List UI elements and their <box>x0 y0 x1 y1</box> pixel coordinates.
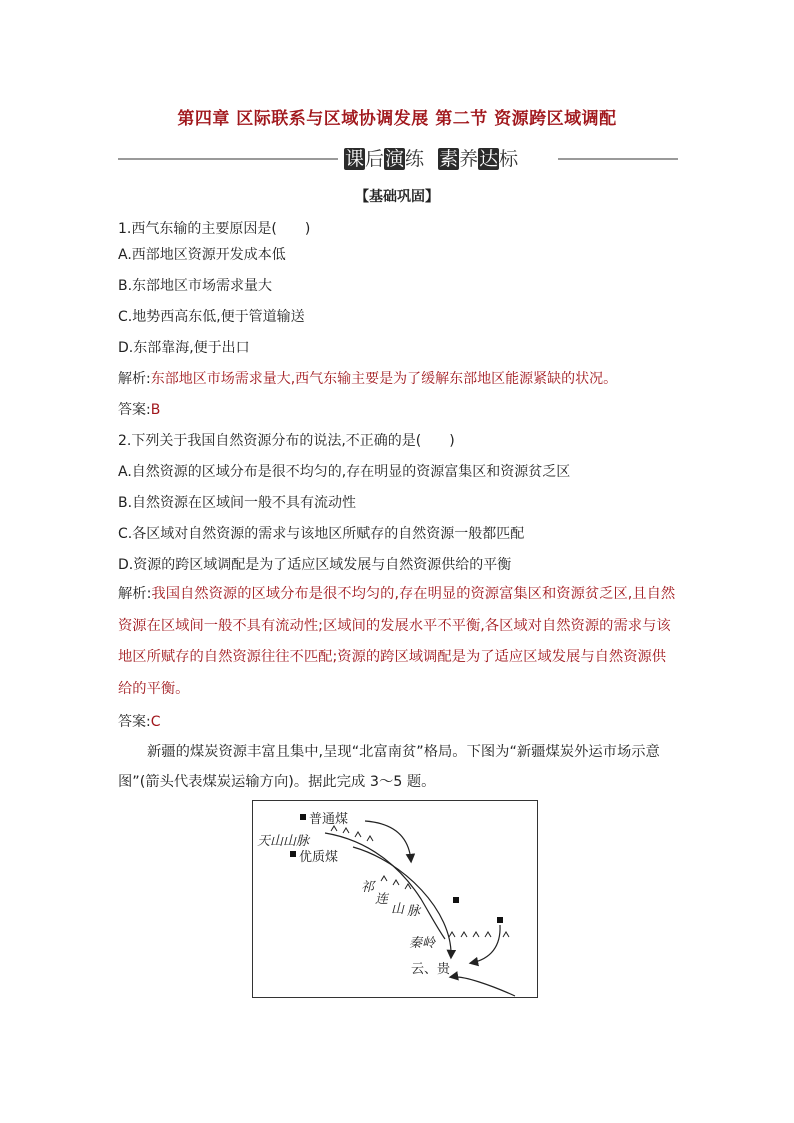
question-2-analysis <box>118 579 678 705</box>
question-2-answer <box>118 711 161 731</box>
question-2-option-b: B.自然资源在区域间一般不具有流动性 <box>118 495 357 511</box>
question-1-option-c: C.地势西高东低,便于管道输送 <box>118 309 305 325</box>
coal-base-ordinary <box>300 814 306 820</box>
question-1-option-a: A.西部地区资源开发成本低 <box>118 247 286 263</box>
banner-char: 标 <box>499 148 519 170</box>
section-banner <box>118 146 678 172</box>
label-qinling: 秦岭 <box>409 936 436 951</box>
answer-value: C <box>150 714 161 730</box>
banner-char: 后 <box>365 148 385 170</box>
banner-char: 演 <box>385 148 405 170</box>
label-qilian-2: 连 <box>375 892 389 907</box>
question-2-option-d: D.资源的跨区域调配是为了适应区域发展与自然资源供给的平衡 <box>118 557 512 573</box>
banner-rule-right <box>558 158 678 160</box>
label-tianshan: 天山山脉 <box>257 834 310 849</box>
label-qilian-4: 脉 <box>407 904 421 919</box>
answer-value: B <box>150 402 161 418</box>
section-heading: 【基础巩固】 <box>355 189 439 205</box>
banner-char: 达 <box>479 148 499 170</box>
label-qilian-1: 祁 <box>361 880 375 895</box>
question-1-analysis <box>118 368 617 388</box>
banner-char: 课 <box>345 148 365 170</box>
analysis-text: 东部地区市场需求量大,西气东输主要是为了缓解东部地区能源紧缺的状况。 <box>150 371 618 387</box>
passage-intro: 新疆的煤炭资源丰富且集中,呈现“北富南贫”格局。下图为“新疆煤炭外运市场示意图”(箭头代表煤炭运输方向)。据此完成 3～5 题。 <box>118 744 660 790</box>
mountain-ridge-line <box>325 833 445 939</box>
banner-words <box>344 146 518 172</box>
answer-label: 答案: <box>118 402 151 418</box>
banner-char: 养 <box>459 148 479 170</box>
transport-arrow-south <box>451 977 515 996</box>
coal-transport-map <box>252 800 538 998</box>
banner-char: 素 <box>439 148 459 170</box>
transport-arrow-north <box>365 821 411 861</box>
analysis-label: 解析: <box>118 371 151 387</box>
label-ordinary-coal: 普通煤 <box>309 812 349 827</box>
label-qilian-3: 山 <box>391 902 405 917</box>
question-1-stem: 1.西气东输的主要原因是( ) <box>118 221 311 237</box>
map-drawing <box>253 801 537 997</box>
analysis-text: 我国自然资源的区域分布是很不均匀的,存在明显的资源富集区和资源贫乏区,且自然资源在区域间一般不具有流动性;区域间的发展水平不平衡,各区域对自然资源的需求与该地区所赋存的自然资源往往不匹配;资源的跨区域调配是为了适应区域发展与自然资源供给的平衡。 <box>118 586 676 697</box>
question-1-option-d: D.东部靠海,便于出口 <box>118 340 250 356</box>
chapter-title: 第四章 区际联系与区域协调发展 第二节 资源跨区域调配 <box>177 109 617 129</box>
label-yungui: 云、贵 <box>411 962 451 977</box>
coal-base-east <box>497 917 503 923</box>
banner-char: 练 <box>405 148 425 170</box>
question-1-answer <box>118 399 160 419</box>
label-quality-coal: 优质煤 <box>299 850 339 865</box>
banner-rule-left <box>118 158 338 160</box>
coal-base-quality <box>290 851 296 857</box>
analysis-label: 解析: <box>118 586 152 602</box>
question-1-option-b: B.东部地区市场需求量大 <box>118 278 273 294</box>
transport-arrow-east <box>471 925 500 963</box>
answer-label: 答案: <box>118 714 151 730</box>
coal-base-qilian <box>453 897 459 903</box>
question-2-option-c: C.各区域对自然资源的需求与该地区所赋存的自然资源一般都匹配 <box>118 526 525 542</box>
question-2-stem: 2.下列关于我国自然资源分布的说法,不正确的是( ) <box>118 433 455 449</box>
question-2-option-a: A.自然资源的区域分布是很不均匀的,存在明显的资源富集区和资源贫乏区 <box>118 464 571 480</box>
